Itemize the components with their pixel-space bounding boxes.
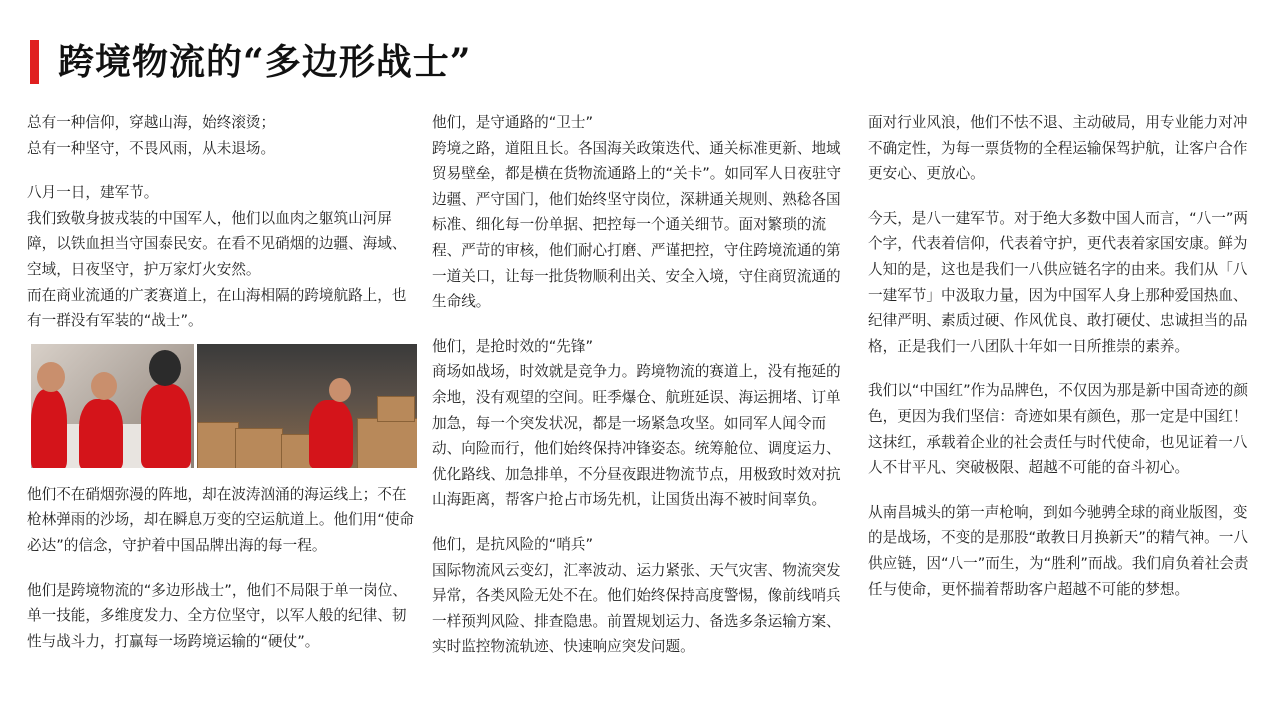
paragraph: 商场如战场，时效就是竞争力。跨境物流的赛道上，没有拖延的余地，没有观望的空间。旺季爆仓、航班延误、海运拥堵、订单加急，每一个突发状况，都是一场紧急攻坚。如同军人闻令而动、向险而行，他们始终保持冲锋姿态。统筹舱位、调度运力、优化路线、加急排单，不分昼夜跟进物流节点，用极致时效对抗山海距离，帮客户抢占市场先机，让国货出海不被时间辜负。 [432, 363, 841, 509]
paragraph: 而在商业流通的广袤赛道上，在山海相隔的跨境航路上，也有一群没有军装的“战士”。 [27, 286, 407, 330]
paragraph: 跨境之路，道阻且长。各国海关政策迭代、通关标准更新、地域贸易壁垒，都是横在货物流通路上的“关卡”。如同军人日夜驻守边疆、严守国门，他们始终坚守岗位，深耕通关规则、熟稔各国标准、细化每一份单据、把控每一个通关细节。面对繁琐的流程、严苛的审核，他们耐心打磨、严谨把控，守住跨境流通的第一道关口，让每一批货物顺利出关、安全入境，守住商贸流通的生命线。 [432, 139, 842, 311]
column-2 [432, 110, 846, 660]
page-title: 跨境物流的“多边形战士” [58, 41, 472, 83]
paragraph: 总有一种坚守，不畏风雨，从未退场。 [27, 139, 276, 157]
column-1 [27, 110, 419, 654]
section-heading: 他们，是守通路的“卫士” [432, 114, 594, 131]
section-heading: 他们，是抢时效的“先锋” [432, 337, 594, 355]
paragraph: 八月一日，建军节。 [27, 184, 159, 202]
photo-row [31, 344, 419, 468]
section-heading: 他们，是抗风险的“哨兵” [432, 535, 594, 553]
paragraph: 从南昌城头的第一声枪响，到如今驰骋全球的商业版图，变的是战场，不变的是那股“敢教日月换新天”的精气神。一八供应链，因“八一”而生，为“胜利”而战。我们肩负着社会责任与使命，更怀揣着帮助客户超越不可能的梦想。 [868, 503, 1249, 598]
paragraph: 我们以“中国红”作为品牌色，不仅因为那是新中国奇迹的颜色，更因为我们坚信：奇迹如果有颜色，那一定是中国红！这抹红，承载着企业的社会责任与时代使命，也见证着一八人不甘平凡、突破极限、超越不可能的奋斗初心。 [868, 382, 1248, 477]
title-accent-bar [30, 40, 39, 84]
paragraph: 他们是跨境物流的“多边形战士”，他们不局限于单一岗位、单一技能，多维度发力、全方位坚守，以军人般的纪律、韧性与战斗力，打赢每一场跨境运输的“硬仗”。 [27, 581, 407, 650]
column-3 [868, 110, 1254, 602]
paragraph: 国际物流风云变幻，汇率波动、运力紧张、天气灾害、物流突发异常，各类风险无处不在。他们始终保持高度警惕，像前线哨兵一样预判风险、排查隐患。前置规划运力、备选多条运输方案、实时监控物流轨迹、快速响应突发问题。 [432, 561, 841, 656]
paragraph: 我们致敬身披戎装的中国军人，他们以血肉之躯筑山河屏障，以铁血担当守国泰民安。在看不见硝烟的边疆、海域、空域，日夜坚守，护万家灯火安然。 [27, 209, 407, 278]
paragraph: 他们不在硝烟弥漫的阵地，却在波涛汹涌的海运线上；不在枪林弹雨的沙场，却在瞬息万变的空运航道上。他们用“使命必达”的信念，守护着中国品牌出海的每一程。 [27, 485, 415, 554]
team-photo [31, 344, 194, 468]
paragraph: 今天，是八一建军节。对于绝大多数中国人而言，“八一”两个字，代表着信仰，代表着守护，更代表着家国安康。鲜为人知的是，这也是我们一八供应链名字的由来。我们从「八一建军节」中汲取力量，因为中国军人身上那种爱国热血、纪律严明、素质过硬、作风优良、敢打硬仗、忠诚担当的品格，正是我们一八团队十年如一日所推崇的素养。 [868, 209, 1248, 355]
paragraph: 总有一种信仰，穿越山海，始终滚烫； [27, 114, 276, 131]
warehouse-photo [197, 344, 417, 468]
paragraph: 面对行业风浪，他们不怯不退、主动破局，用专业能力对冲不确定性，为每一票货物的全程运输保驾护航，让客户合作更安心、更放心。 [868, 114, 1248, 183]
